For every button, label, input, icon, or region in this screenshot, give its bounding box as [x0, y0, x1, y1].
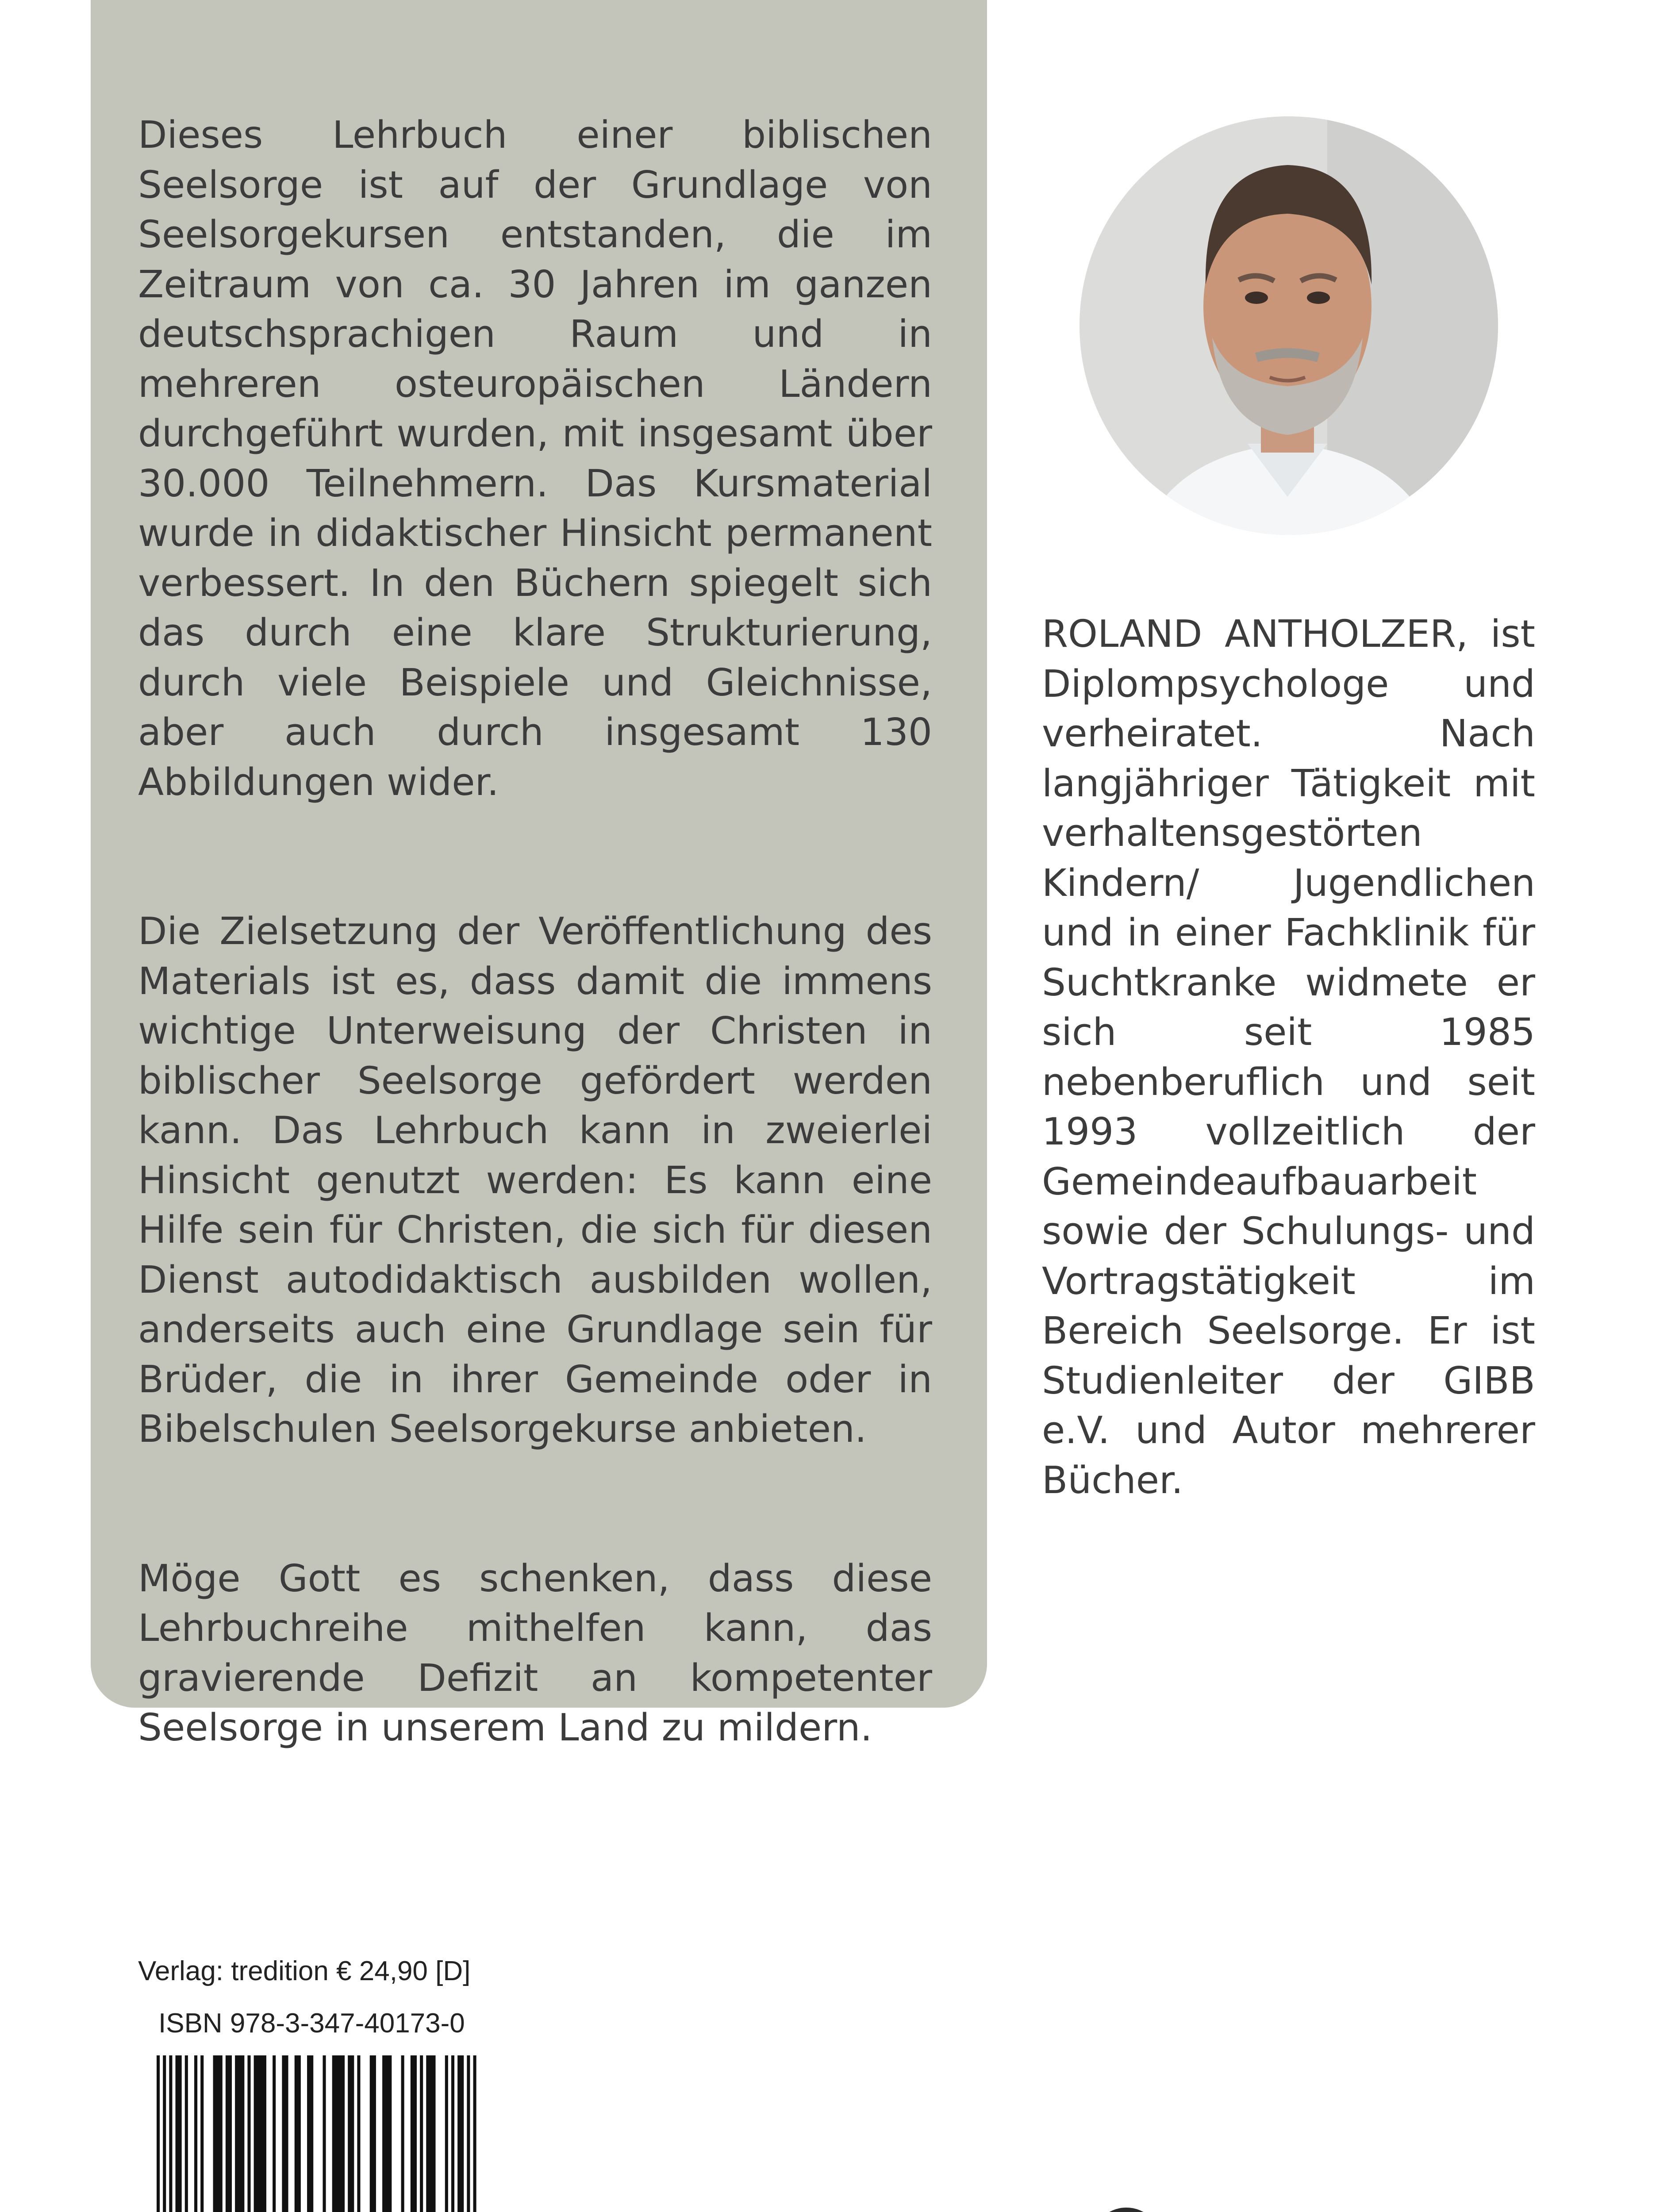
barcode-bar — [411, 2055, 417, 2212]
barcode-bar — [176, 2055, 182, 2212]
author-bio: ROLAND ANTHOLZER, ist Diplompsychologe und verheiratet. Nach langjähriger Tätigkeit mit verhaltensgestörten Kindern/ Jugendlichen und in einer Fachklinik für Suchtkranke widmete er sich seit 1985 nebenberuflich und seit 1993 vollzeitlich der Gemeindeaufbauarbeit sowie der Schulungs- und Vortragstätigkeit im Bereich Seelsorge. Er ist Studienleiter der GIBB e.V. und Autor mehrerer Bücher. — [1042, 612, 1535, 1502]
barcode-bar — [457, 2055, 464, 2212]
barcode — [157, 2055, 480, 2212]
barcode-bar — [451, 2055, 454, 2212]
barcode-bar — [273, 2055, 276, 2212]
barcode-bar — [235, 2055, 244, 2212]
barcode-bar — [163, 2055, 166, 2212]
barcode-bar — [157, 2055, 160, 2212]
barcode-bar — [357, 2055, 360, 2212]
barcode-bar — [185, 2055, 188, 2212]
barcode-bar — [382, 2055, 392, 2212]
author-portrait — [1080, 116, 1498, 535]
barcode-bar — [200, 2055, 204, 2212]
tredition-logo-icon — [1091, 2208, 1162, 2212]
barcode-bar — [295, 2055, 301, 2212]
barcode-bar — [467, 2055, 470, 2212]
barcode-bar — [226, 2055, 232, 2212]
barcode-bar — [420, 2055, 423, 2212]
book-blurb — [138, 111, 932, 1753]
barcode-bar — [445, 2055, 448, 2212]
barcode-bar — [282, 2055, 288, 2212]
blurb-paragraph-1: Dieses Lehrbuch einer biblischen Seelsorge ist auf der Grundlage von Seelsorgekursen entstanden, die im Zeitraum von ca. 30 Jahren im ganzen deutschsprachigen Raum und in mehreren osteuropäischen Ländern durchgeführt wurden, mit insgesamt über 30.000 Teilnehmern. Das Kursmaterial wurde in didaktischer Hinsicht permanent verbessert. In den Büchern spiegelt sich das durch eine klare Strukturierung, durch viele Beispiele und Gleichnisse, aber auch durch insgesamt 130 Abbildungen wider. — [138, 113, 932, 804]
portrait-illustration — [1080, 116, 1498, 535]
barcode-bar — [307, 2055, 313, 2212]
barcode-bar — [348, 2055, 354, 2212]
blurb-paragraph-3: Möge Gott es schenken, dass diese Lehrbuchreihe mithelfen kann, das gravierende Defizit an kompetenter Seelsorge in unserem Land zu mildern. — [138, 1556, 932, 1750]
barcode-bar — [401, 2055, 404, 2212]
barcode-bar — [426, 2055, 435, 2212]
barcode-bar — [169, 2055, 172, 2212]
publisher-price: Verlag: tredition € 24,90 [D] — [138, 1956, 471, 1986]
barcode-bar — [332, 2055, 345, 2212]
barcode-bar — [323, 2055, 326, 2212]
barcode-bar — [213, 2055, 223, 2212]
barcode-bar — [370, 2055, 376, 2212]
isbn-number: ISBN 978-3-347-40173-0 — [158, 2008, 465, 2039]
barcode-bar — [247, 2055, 250, 2212]
barcode-bar — [473, 2055, 476, 2212]
blurb-paragraph-2: Die Zielsetzung der Veröffentlichung des Materials ist es, dass damit die immens wichtige Unterweisung der Christen in biblischer Seelsorge gefördert werden kann. Das Lehrbuch kann in zweierlei Hinsicht genutzt werden: Es kann eine Hilfe sein für Christen, die sich für diesen Dienst autodidaktisch ausbilden wollen, anderseits auch eine Grundlage sein für Brüder, die in ihrer Gemeinde oder in Bibelschulen Seelsorgekurse anbieten. — [138, 910, 932, 1451]
barcode-bar — [254, 2055, 266, 2212]
barcode-bar — [194, 2055, 197, 2212]
